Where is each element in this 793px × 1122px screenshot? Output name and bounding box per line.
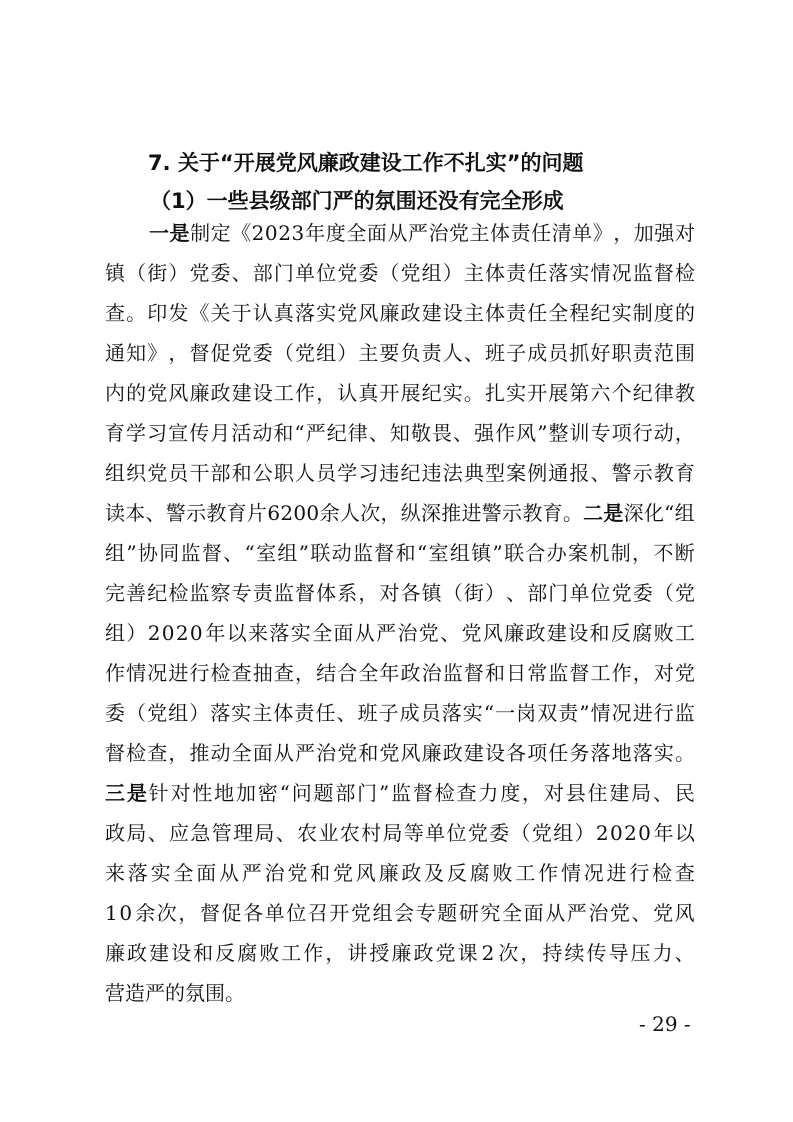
text-line: 1 0 余 次 ， 督 促 各 单 位 召 开 党 组 会 专 题 研 究 全 面 从 严 治 党 、 党 风 <box>105 901 695 925</box>
text-line: 三 是 针 对 性 地 加 密 “ 问 题 部 门 ” 监 督 检 查 力 度 ， 对 县 住 建 局 、 民 <box>105 781 695 805</box>
text-line: 查 。 印 发 《 关 于 认 真 落 实 党 风 廉 政 建 设 主 体 责 任 全 程 纪 实 制 度 的 <box>105 301 695 325</box>
text-line: 一 是 制 定 《 2 0 2 3 年 度 全 面 从 严 治 党 主 体 责 任 清 单 》 ， 加 强 对 <box>149 221 695 245</box>
text-line: 组 ” 协 同 监 督 、 “ 室 组 ” 联 动 监 督 和 “ 室 组 镇 ” 联 合 办 案 机 制 ， 不 断 <box>105 541 695 565</box>
text-segment: 营造严的氛围。 <box>105 981 245 1005</box>
page-number: - 29 - <box>639 1012 691 1036</box>
text-line: 委 （ 党 组 ） 落 实 主 体 责 任 、 班 子 成 员 落 实 “ 一 岗 双 责 ” 情 况 进 行 监 <box>105 701 695 725</box>
text-line: 组 织 党 员 干 部 和 公 职 人 员 学 习 违 纪 违 法 典 型 案 例 通 报 、 警 示 教 育 <box>105 461 695 485</box>
section-heading: 7. 关于“开展党风廉政建设工作不扎实”的问题 <box>148 151 584 175</box>
text-line: 读 本 、 警 示 教 育 片 6 2 0 0 余 人 次 ， 纵 深 推 进 警 示 教 育 。 二 是 深 化 “ 组 <box>105 501 695 525</box>
text-line: 内 的 党 风 廉 政 建 设 工 作 ， 认 真 开 展 纪 实 。 扎 实 开 展 第 六 个 纪 律 教 <box>105 381 695 405</box>
subsection-heading: （1）一些县级部门严的氛围还没有完全形成 <box>150 189 564 213</box>
text-line: 政 局 、 应 急 管 理 局 、 农 业 农 村 局 等 单 位 党 委 （ 党 组 ） 2 0 2 0 年 以 <box>105 821 695 845</box>
text-line: 作 情 况 进 行 检 查 抽 查 ， 结 合 全 年 政 治 监 督 和 日 常 监 督 工 作 ， 对 党 <box>105 661 695 685</box>
text-line: 通 知 》 ， 督 促 党 委 （ 党 组 ） 主 要 负 责 人 、 班 子 成 员 抓 好 职 责 范 围 <box>105 341 695 365</box>
text-line: 组 ） 2 0 2 0 年 以 来 落 实 全 面 从 严 治 党 、 党 风 廉 政 建 设 和 反 腐 败 工 <box>105 621 695 645</box>
text-line: 来 落 实 全 面 从 严 治 党 和 党 风 廉 政 及 反 腐 败 工 作 情 况 进 行 检 查 <box>105 861 695 885</box>
text-line: 育 学 习 宣 传 月 活 动 和 “ 严 纪 律 、 知 敬 畏 、 强 作 风 ” 整 训 专 项 行 动 ， <box>105 421 695 445</box>
text-line: 廉 政 建 设 和 反 腐 败 工 作 ， 讲 授 廉 政 党 课 2 次 ， 持 续 传 导 压 力 、 <box>105 941 695 965</box>
text-line: 督 检 查 ， 推 动 全 面 从 严 治 党 和 党 风 廉 政 建 设 各 项 任 务 落 地 落 实 。 <box>105 741 695 765</box>
text-line <box>105 973 695 1013</box>
text-line: 完 善 纪 检 监 察 专 责 监 督 体 系 ， 对 各 镇 （ 街 ） 、 部 门 单 位 党 委 （ 党 <box>105 581 695 605</box>
body-paragraph <box>105 213 695 1013</box>
text-line: 镇 （ 街 ） 党 委 、 部 门 单 位 党 委 （ 党 组 ） 主 体 责 任 落 实 情 况 监 督 检 <box>105 261 695 285</box>
